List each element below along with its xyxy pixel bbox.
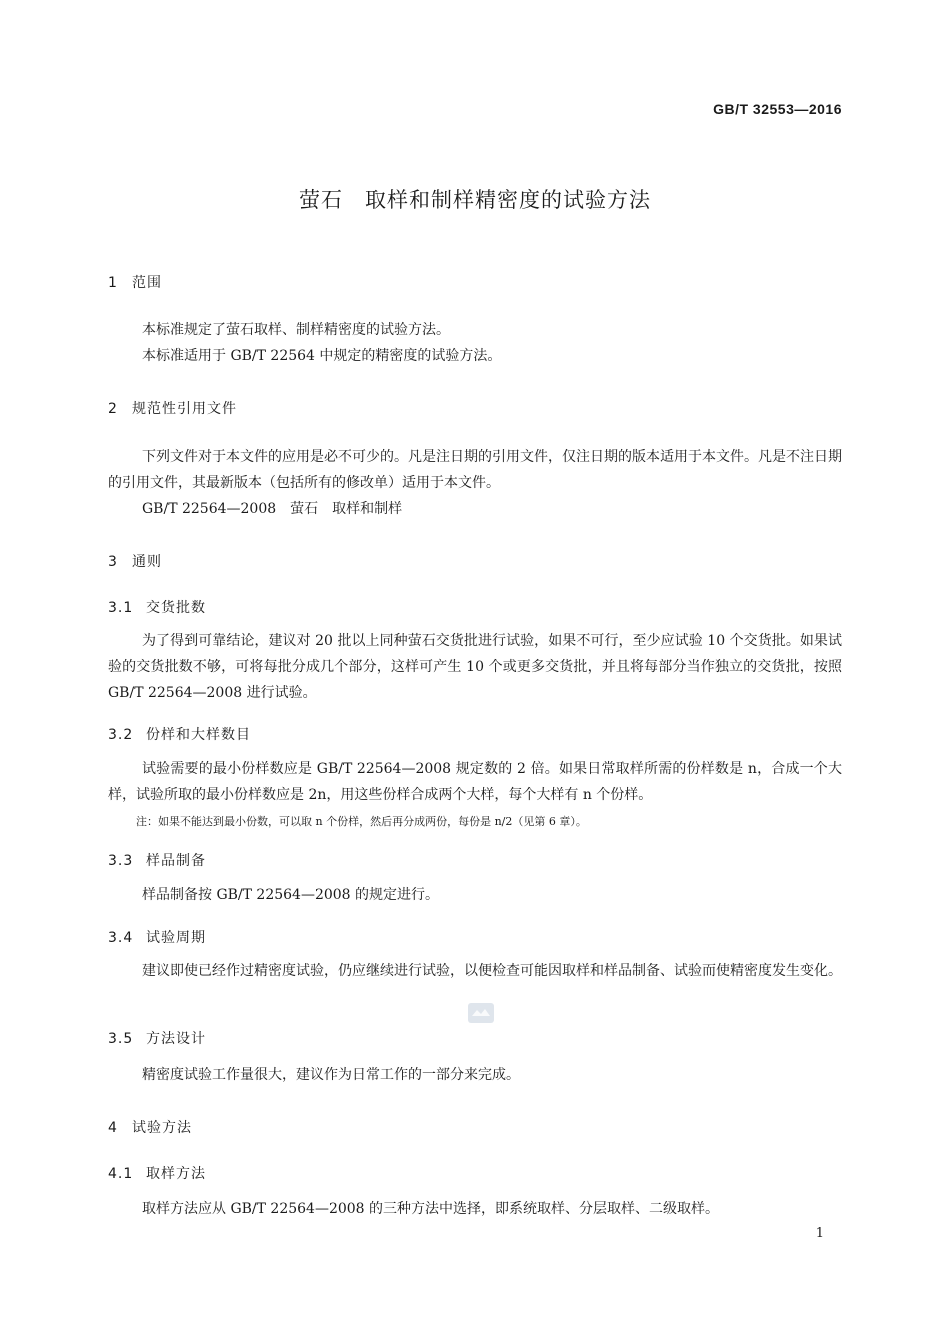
section-title: 通则: [132, 554, 162, 570]
section-2-heading: [108, 398, 237, 418]
standard-code: GB/T 32553—2016: [713, 101, 842, 117]
section-number: 4: [108, 1120, 118, 1136]
section-3-2-heading: [108, 724, 251, 744]
paragraph: 取样方法应从 GB/T 22564—2008 的三种方法中选择，即系统取样、分层取样、二级取样。: [142, 1201, 720, 1217]
paragraph: 为了得到可靠结论，建议对 20 批以上同种萤石交货批进行试验，如果不可行，至少应试验 10 个交货批。如果试验的交货批数不够，可将每批分成几个部分，这样可产生 10 个或更多交货批，并且将每部分当作独立的交货批，按照 GB/T 22564—2008 进行试验。: [108, 633, 842, 701]
section-number: 3.2: [108, 727, 134, 743]
section-1-heading: [108, 272, 162, 292]
section-3-3-body: [108, 882, 842, 908]
section-title: 取样方法: [146, 1166, 206, 1182]
section-3-4-heading: [108, 927, 206, 947]
section-3-2-note: 注：如果不能达到最小份数，可以取 n 个份样，然后再分成两份，每份是 n/2（见第 6 章）。: [136, 815, 587, 828]
section-number: 3.5: [108, 1031, 134, 1047]
section-number: 4.1: [108, 1166, 134, 1182]
section-title: 方法设计: [146, 1031, 206, 1047]
section-3-3-heading: [108, 850, 206, 870]
page-number: 1: [815, 1226, 824, 1241]
section-3-5-body: [108, 1062, 842, 1088]
section-title: 试验周期: [146, 930, 206, 946]
section-3-heading: [108, 551, 162, 571]
section-title: 交货批数: [146, 600, 206, 616]
section-title: 份样和大样数目: [146, 727, 251, 743]
section-3-5-heading: [108, 1028, 206, 1048]
sac-logo-icon: [468, 1003, 494, 1023]
section-number: 3.1: [108, 600, 134, 616]
section-number: 3.3: [108, 853, 134, 869]
paragraph: 精密度试验工作量很大，建议作为日常工作的一部分来完成。: [142, 1067, 520, 1083]
section-2-body: [108, 444, 842, 522]
section-number: 1: [108, 275, 118, 291]
section-3-2-body: [108, 756, 842, 808]
section-number: 3: [108, 554, 118, 570]
section-title: 规范性引用文件: [132, 401, 237, 417]
section-title: 样品制备: [146, 853, 206, 869]
document-title: 萤石 取样和制样精密度的试验方法: [299, 188, 651, 212]
section-3-4-body: [108, 958, 842, 984]
section-title: 范围: [132, 275, 162, 291]
section-number: 2: [108, 401, 118, 417]
reference-item: GB/T 22564—2008 萤石 取样和制样: [142, 501, 403, 517]
section-number: 3.4: [108, 930, 134, 946]
paragraph: 本标准规定了萤石取样、制样精密度的试验方法。: [142, 322, 450, 338]
paragraph: 试验需要的最小份样数应是 GB/T 22564—2008 规定数的 2 倍。如果日常取样所需的份样数是 n，合成一个大样，试验所取的最小份样数应是 2n，用这些份样合成两个大样，每个大样有 n 个份样。: [108, 761, 842, 803]
section-3-1-body: [108, 628, 842, 706]
paragraph: 样品制备按 GB/T 22564—2008 的规定进行。: [142, 887, 440, 903]
section-title: 试验方法: [132, 1120, 192, 1136]
section-3-1-heading: [108, 597, 206, 617]
section-4-heading: [108, 1117, 192, 1137]
section-4-1-heading: [108, 1163, 206, 1183]
section-1-body: [108, 317, 842, 369]
paragraph: 下列文件对于本文件的应用是必不可少的。凡是注日期的引用文件，仅注日期的版本适用于本文件。凡是不注日期的引用文件，其最新版本（包括所有的修改单）适用于本文件。: [108, 449, 842, 491]
paragraph: 本标准适用于 GB/T 22564 中规定的精密度的试验方法。: [142, 348, 502, 364]
section-4-1-body: [108, 1196, 842, 1222]
paragraph: 建议即使已经作过精密度试验，仍应继续进行试验，以便检查可能因取样和样品制备、试验而使精密度发生变化。: [142, 963, 842, 979]
